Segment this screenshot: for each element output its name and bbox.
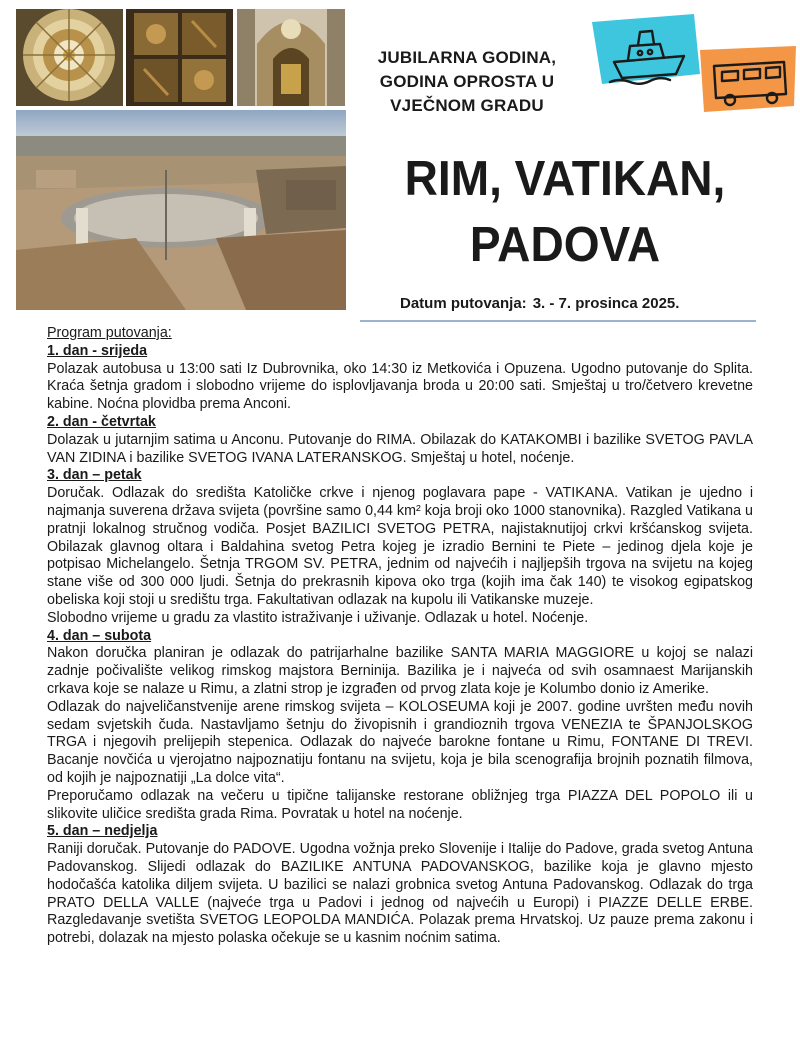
program-section — [47, 325, 753, 948]
date-label: Datum putovanja: — [400, 295, 527, 312]
day-paragraph: Odlazak do najveličanstvenije arene rimskog svijeta – KOLOSEUMA koji je 2007. godine uvršten među novih sedam svjetskih čuda. Nastavljamo šetnju do živopisnih i grandioznih trgova VENEZIA te ŠPANJOLSKOG TRGA i njegovih prelijepih stepenica. Odlazak do najveće barokne fontane u Rimu, FONTANE DI TREVI. Bacanje novčića u vjerojatno najpoznatiju fontanu na svijetu, koja je bila scenografija brojnih poznatih filmova, od kojih je najpoznatiji „La dolce vita“. — [47, 698, 753, 786]
day-paragraph: Slobodno vrijeme u gradu za vlastito istraživanje i uživanje. Odlazak u hotel. Noćenje. — [47, 609, 589, 626]
day-title: 2. dan - četvrtak — [47, 413, 156, 430]
photo-holy-door — [126, 9, 233, 106]
day-paragraph: Nakon doručka planiran je odlazak do patrijarhalne bazilike SANTA MARIA MAGGIORE u kojoj se nalazi zadnje počivalište velikog rimskog majstora Berninija. Bazilika je i najveća od svih osamnaest Marijanskih crkava koje se nalaze u Rimu, a zlatni strop je izgrađen od prvog zlata koje je Kolumbo donio iz Amerike. — [47, 645, 753, 697]
transport-icons — [588, 14, 798, 114]
subtitle-line: JUBILARNA GODINA, — [377, 48, 557, 67]
subtitle — [362, 46, 572, 118]
day-paragraph: Preporučamo odlazak na večeru u tipične talijanske restorane obližnjeg trga PIAZZA DEL POPOLO ili u slikovite uličice središta grada Rima. Povratak u hotel na noćenje. — [47, 787, 753, 822]
date-divider — [360, 320, 756, 322]
subtitle-line: VJEČNOM GRADU — [390, 96, 544, 115]
main-title — [368, 146, 763, 278]
title-line: PADOVA — [469, 218, 661, 272]
day-title: 5. dan – nedjelja — [47, 823, 158, 840]
day-paragraph: Dolazak u jutarnjim satima u Anconu. Putovanje do RIMA. Obilazak do KATAKOMBI i bazilike SVETOG PAVLA VAN ZIDINA i bazilike SVETOG IVANA LATERANSKOG. Smještaj u hotel, noćenje. — [47, 431, 753, 466]
day-title: 3. dan – petak — [47, 467, 142, 484]
ship-icon — [592, 14, 700, 84]
date-value: 3. - 7. prosinca 2025. — [532, 295, 680, 312]
title-line: RIM, VATIKAN, — [404, 152, 726, 206]
photo-dome-ceiling — [16, 9, 123, 106]
subtitle-line: GODINA OPROSTA U — [379, 72, 555, 91]
photo-basilica-interior — [237, 9, 345, 106]
bus-icon — [700, 46, 796, 112]
photo-st-peters-square — [16, 110, 346, 310]
day-paragraph: Doručak. Odlazak do središta Katoličke crkve i njenog poglavara pape - VATIKANA. Vatikan je ujedno i najmanja suverena država svijeta (površine samo 0,44 km² koja broji oko 1000 stanovnika). Razgled Vatikana u pratnji lokalnog stručnog vodiča. Posjet BAZILICI SVETOG PETRA, najistaknutijoj crkvi kršćanskog svijeta. Obilazak glavnog oltara i Baldahina svetog Petra kojeg je izradio Bernini te Piete – jedinog djela koje je potpisao Michelangelo. Šetnja TRGOM SV. PETRA, jednim od najvećih i najljepših trgova na svijetu na kojeg stane više od 300 000 ljudi. Šetnja do prekrasnih kipova oko trga (kojih ima čak 140) te visokog egipatskog obeliska koji stoji u središtu trga. Fakultativan odlazak na kupolu ili Vatikanske muzeje. — [47, 485, 753, 608]
day-title: 4. dan – subota — [47, 627, 152, 644]
travel-date — [400, 295, 679, 312]
program-label: Program putovanja: — [47, 325, 172, 341]
day-paragraph: Raniji doručak. Putovanje do PADOVE. Ugodna vožnja preko Slovenije i Italije do Padove, grada svetog Antuna Padovanskog. Slijedi odlazak do BAZILIKE ANTUNA PADOVANSKOG, bazilike koja je glavno mjesto hodočašća katolika diljem svijeta. U bazilici se nalazi grobnica svetog Antuna Padovanskog. Odlazak do trga PRATO DELLA VALLE (najveće trga u Padovi i jednog od najvećih u Europi) i PIAZZE DELLE ERBE. Razgledavanje svetišta SVETOG LEOPOLDA MANDIĆA. Polazak prema Hrvatskoj. Uz pauze prema zakonu i potrebi, dolazak na mjesto polaska očekuje se u kasnim noćnim satima. — [47, 841, 753, 947]
day-title: 1. dan - srijeda — [47, 342, 148, 359]
day-paragraph: Polazak autobusa u 13:00 sati Iz Dubrovnika, oko 14:30 iz Metkovića i Opuzena. Ugodno putovanje do Splita. Kraća šetnja gradom i slobodno vrijeme do isplovljavanja broda u 20:00 sati. Smještaj u tro/četvero krevetne kabine. Noćna plovidba prema Anconi. — [47, 360, 753, 413]
